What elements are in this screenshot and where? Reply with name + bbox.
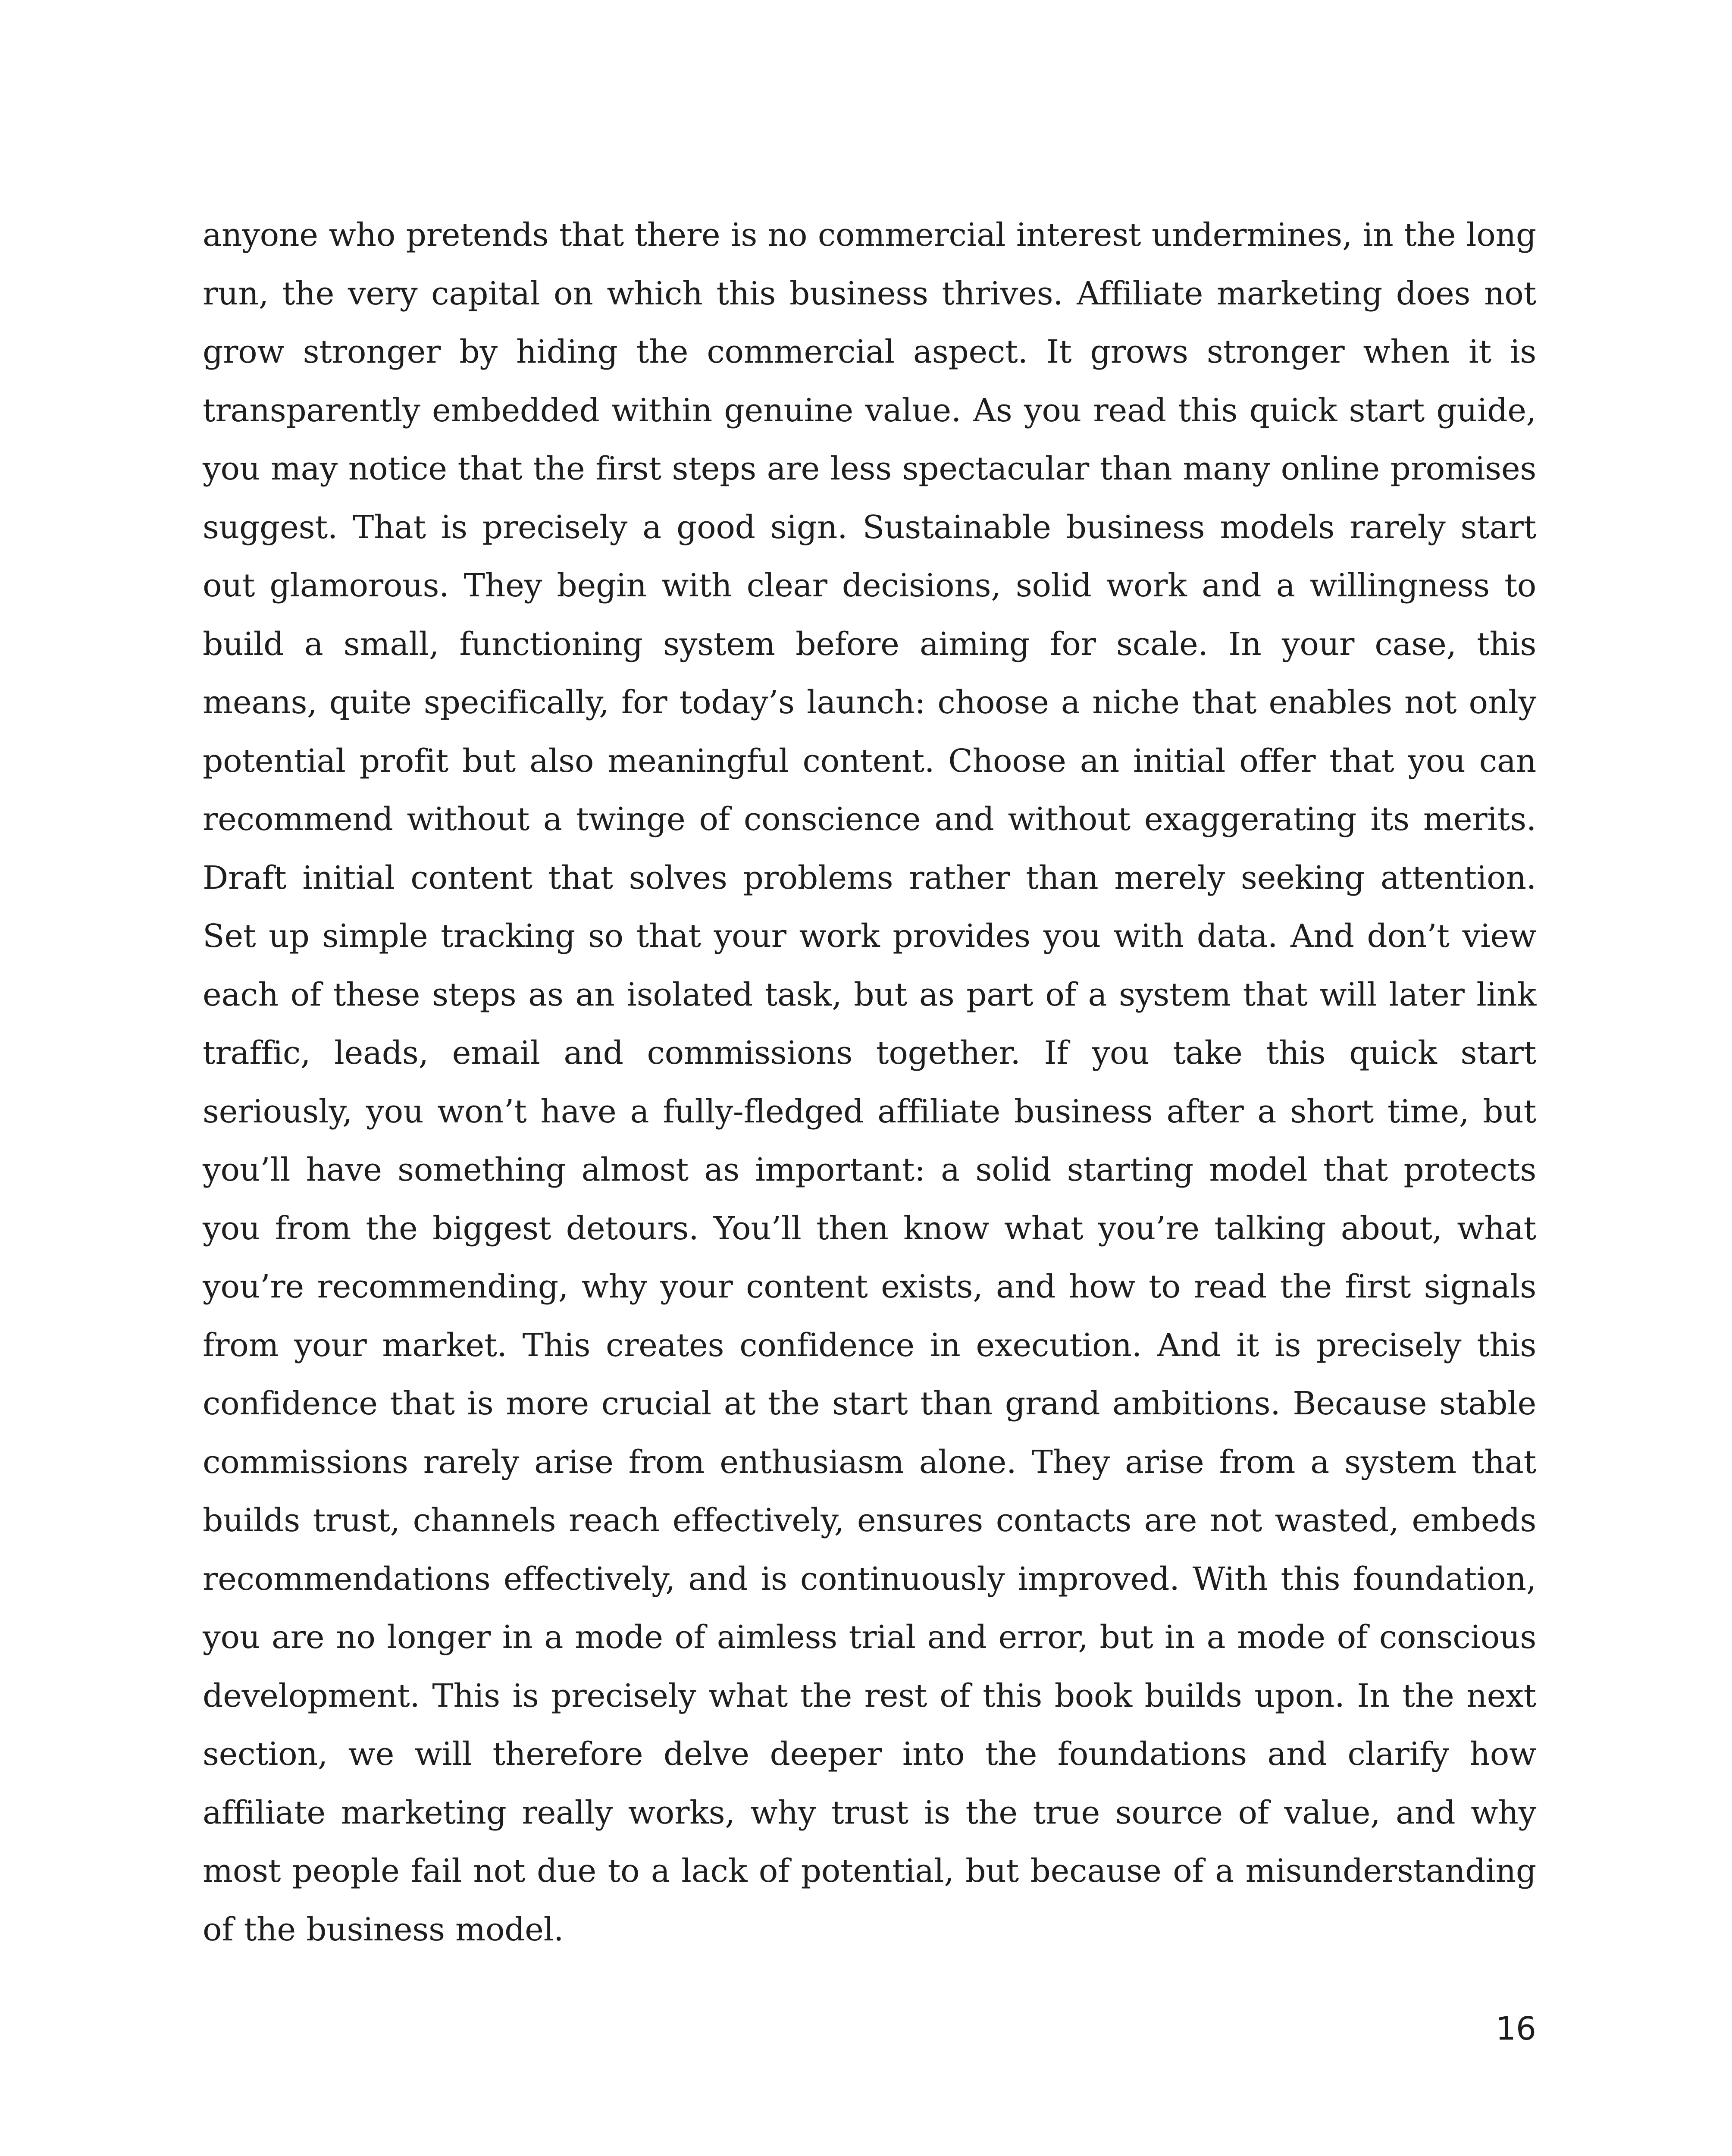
page-number: 16	[1495, 2010, 1536, 2047]
body-paragraph: anyone who pretends that there is no commercial interest undermines, in the long run, the very capital on which this business thrives. Affiliate marketing does not grow stronger by hiding the commercial aspect. It grows stronger when it is transparently embedded within genuine value. As you read this quick start guide, you may notice that the first steps are less spectacular than many online promises suggest. That is precisely a good sign. Sustainable business models rarely start out glamorous. They begin with clear decisions, solid work and a willingness to build a small, functioning system before aiming for scale. In your case, this means, quite specifically, for today’s launch: choose a niche that enables not only potential profit but also meaningful content. Choose an initial offer that you can recommend without a twinge of conscience and without exaggerating its merits. Draft initial content that solves problems rather than merely seeking attention. Set up simple tracking so that your work provides you with data. And don’t view each of these steps as an isolated task, but as part of a system that will later link traffic, leads, email and commissions together. If you take this quick start seriously, you won’t have a fully-fledged affiliate business after a short time, but you’ll have something almost as important: a solid starting model that protects you from the biggest detours. You’ll then know what you’re talking about, what you’re recommending, why your content exists, and how to read the first signals from your market. This creates confidence in execution. And it is precisely this confidence that is more crucial at the start than grand ambitions. Because stable commissions rarely arise from enthusiasm alone. They arise from a system that builds trust, channels reach effectively, ensures contacts are not wasted, embeds recommendations effectively, and is continuously improved. With this foundation, you are no longer in a mode of aimless trial and error, but in a mode of conscious development. This is precisely what the rest of this book builds upon. In the next section, we will therefore delve deeper into the foundations and clarify how affiliate marketing really works, why trust is the true source of value, and why most people fail not due to a lack of potential, but because of a misunderstanding of the business model.	[203, 216, 1536, 1948]
